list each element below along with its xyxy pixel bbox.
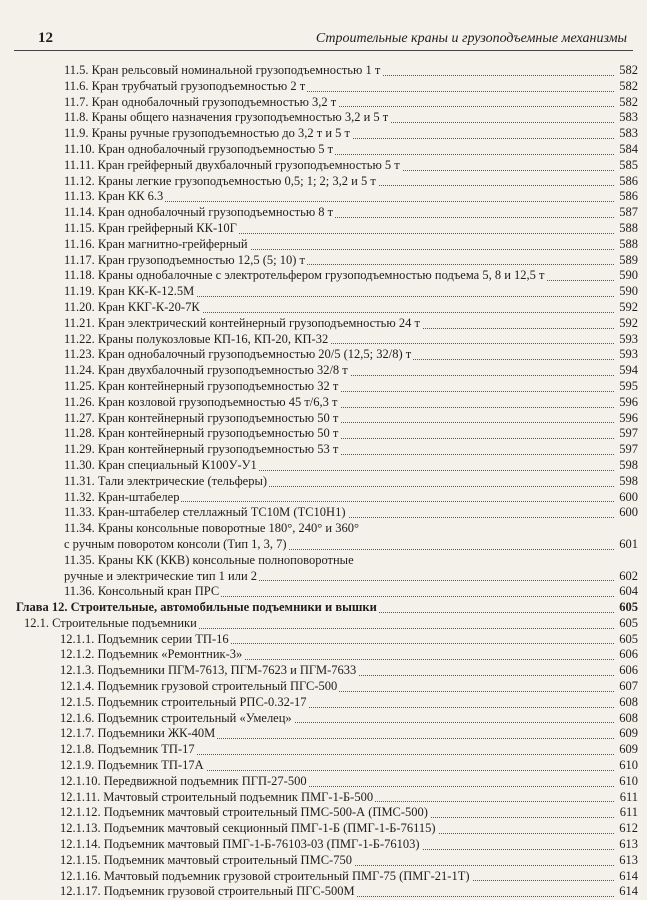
toc-entry-page: 611 xyxy=(617,805,638,821)
toc-entry xyxy=(16,632,638,648)
toc-entry-page: 588 xyxy=(616,221,638,237)
toc-entry xyxy=(16,347,638,363)
toc-entry xyxy=(16,237,638,253)
toc-entry-title: 12.1.9. Подъемник ТП-17А xyxy=(60,758,204,773)
toc-entry xyxy=(16,742,638,758)
toc-entry-page: 588 xyxy=(616,237,638,253)
toc-entry xyxy=(16,268,638,284)
toc-entry-title: 11.21. Кран электрический контейнерный грузоподъемностью 24 т xyxy=(64,315,420,330)
toc-entry-title: 11.32. Кран-штабелер xyxy=(64,489,180,504)
toc-entry-title: 11.34. Краны консольные поворотные 180°, 240° и 360° xyxy=(64,521,359,536)
toc-entry-page: 612 xyxy=(616,821,638,837)
toc-entry-title: 12.1.15. Подъемник мачтовый строительный ПМС-750 xyxy=(60,852,352,867)
toc-entry xyxy=(16,110,638,126)
toc-entry xyxy=(16,95,638,111)
toc-entry-title: 11.33. Кран-штабелер стеллажный ТС10М (ТС10Н1) xyxy=(64,505,346,520)
toc-entry-page: 582 xyxy=(616,79,638,95)
toc-entry-title: 12.1.10. Передвижной подъемник ПГП-27-500 xyxy=(60,773,307,788)
toc-entry xyxy=(16,284,638,300)
toc-entry-title: 11.5. Кран рельсовый номинальной грузоподъемностью 1 т xyxy=(64,63,381,77)
toc-entry-page: 608 xyxy=(616,711,638,727)
toc-entry-title: 11.20. Кран ККГ-К-20-7К xyxy=(64,299,200,314)
toc-entry-page: 602 xyxy=(616,569,638,585)
toc-entry-page: 590 xyxy=(616,284,638,300)
toc-entry-title: 11.11. Кран грейферный двухбалочный грузоподъемностью 5 т xyxy=(64,157,400,172)
toc-entry xyxy=(16,695,638,711)
toc-entry-title: 12.1.13. Подъемник мачтовый секционный ПМГ-1-Б (ПМГ-1-Б-76115) xyxy=(60,821,436,836)
toc-entry-title: 11.8. Краны общего назначения грузоподъемностью 3,2 и 5 т xyxy=(64,110,389,125)
toc-entry-title: 11.17. Кран грузоподъемностью 12,5 (5; 10) т xyxy=(64,252,305,267)
toc-entry-page: 606 xyxy=(616,663,638,679)
toc-entry xyxy=(16,521,638,553)
toc-entry-title: 12.1.14. Подъемник мачтовый ПМГ-1-Б-76103-03 (ПМГ-1-Б-76103) xyxy=(60,837,420,852)
toc-entry xyxy=(16,253,638,269)
toc-entry-page: 583 xyxy=(616,126,638,142)
toc-entry-title: 11.22. Краны полукозловые КП-16, КП-20, КП-32 xyxy=(64,331,329,346)
toc-entry-title: 12.1.12. Подъемник мачтовый строительный ПМС-500-А (ПМС-500) xyxy=(60,805,428,820)
running-title: Строительные краны и грузоподъемные механизмы xyxy=(315,31,627,46)
toc-entry-page: 611 xyxy=(617,790,638,806)
toc-entry xyxy=(16,316,638,332)
toc-entry xyxy=(16,837,638,853)
toc-entry-page: 610 xyxy=(616,758,638,774)
toc-entry xyxy=(16,174,638,190)
toc-entry-page: 598 xyxy=(616,458,638,474)
toc-entry xyxy=(16,490,638,506)
toc-entry-title: 11.26. Кран козловой грузоподъемностью 45 т/6,3 т xyxy=(64,394,338,409)
toc-entry-page: 592 xyxy=(616,300,638,316)
toc-entry-title-continued: ручные и электрические тип 1 или 2 xyxy=(64,568,258,583)
toc-entry-page: 601 xyxy=(616,537,638,553)
toc-entry xyxy=(16,379,638,395)
toc-entry-page: 614 xyxy=(616,884,638,900)
page-header xyxy=(14,24,633,51)
toc-entry xyxy=(16,189,638,205)
toc-entry-page: 593 xyxy=(616,332,638,348)
toc-entry xyxy=(16,869,638,885)
toc-entry-page: 582 xyxy=(616,63,638,79)
toc-entry-page: 585 xyxy=(616,158,638,174)
toc-entry xyxy=(16,679,638,695)
toc-entry xyxy=(16,853,638,869)
toc-entry-title: 12.1.7. Подъемники ЖК-40М xyxy=(60,726,216,741)
toc-entry xyxy=(16,426,638,442)
toc-entry xyxy=(16,600,638,616)
toc-entry-title: 11.35. Краны КК (ККВ) консольные полноповоротные xyxy=(64,552,354,567)
toc-entry xyxy=(16,884,638,900)
toc-entry-title: 12.1.17. Подъемник грузовой строительный ПГС-500М xyxy=(60,884,355,899)
toc-entry xyxy=(16,205,638,221)
toc-entry-title: 11.7. Кран однобалочный грузоподъемностью 3,2 т xyxy=(64,94,337,109)
toc-entry-title-continued: с ручным поворотом консоли (Тип 1, 3, 7) xyxy=(64,536,287,551)
toc-entry xyxy=(16,79,638,95)
toc-entry-title: 11.24. Кран двухбалочный грузоподъемностью 32/8 т xyxy=(64,363,348,378)
toc-entry xyxy=(16,458,638,474)
toc-entry-page: 596 xyxy=(616,395,638,411)
toc-entry-page: 613 xyxy=(616,837,638,853)
toc-entry-page: 609 xyxy=(616,742,638,758)
toc-entry-page: 593 xyxy=(616,347,638,363)
toc-entry-title: 11.27. Кран контейнерный грузоподъемностью 50 т xyxy=(64,410,339,425)
toc-entry xyxy=(16,505,638,521)
toc-entry xyxy=(16,332,638,348)
toc-entry-title: 12.1.3. Подъемники ПГМ-7613, ПГМ-7623 и ПГМ-7633 xyxy=(60,663,357,678)
toc-entry-title: 12.1.2. Подъемник «Ремонтник-3» xyxy=(60,647,243,662)
toc-entry-page: 607 xyxy=(616,679,638,695)
toc-entry-title: 11.16. Кран магнитно-грейферный xyxy=(64,236,248,251)
toc-entry-page: 583 xyxy=(616,110,638,126)
toc-entry-page: 614 xyxy=(616,869,638,885)
page-number: 12 xyxy=(38,30,53,46)
toc-entry-page: 596 xyxy=(616,411,638,427)
toc-entry-page: 584 xyxy=(616,142,638,158)
toc-entry-page: 582 xyxy=(616,95,638,111)
toc-entry xyxy=(16,300,638,316)
toc-entry xyxy=(16,142,638,158)
toc-entry-page: 586 xyxy=(616,189,638,205)
toc-entry-title: 11.30. Кран специальный К100У-У1 xyxy=(64,457,257,472)
toc-entry xyxy=(16,663,638,679)
toc-entry-page: 600 xyxy=(616,505,638,521)
toc-entry-title: 11.12. Краны легкие грузоподъемностью 0,5; 1; 2; 3,2 и 5 т xyxy=(64,173,376,188)
toc-entry xyxy=(16,790,638,806)
toc-entry xyxy=(16,774,638,790)
toc-entry xyxy=(16,395,638,411)
toc-entry xyxy=(16,616,638,632)
toc-entry-title: 11.10. Кран однобалочный грузоподъемностью 5 т xyxy=(64,141,334,156)
toc-entry-title: 11.13. Кран КК 6.3 xyxy=(64,189,164,204)
toc-entry-title: 12.1.4. Подъемник грузовой строительный ПГС-500 xyxy=(60,679,338,694)
toc-entry xyxy=(16,758,638,774)
table-of-contents xyxy=(16,63,638,900)
toc-entry-page: 605 xyxy=(616,600,638,616)
toc-entry-title: 11.18. Краны однобалочные с электротельфером грузоподъемностью подъема 5, 8 и 12,5 т xyxy=(64,268,545,283)
toc-entry xyxy=(16,821,638,837)
toc-entry-page: 609 xyxy=(616,726,638,742)
toc-entry xyxy=(16,647,638,663)
toc-entry-title: 12.1.11. Мачтовый строительный подъемник ПМГ-1-Б-500 xyxy=(60,789,374,804)
toc-entry-page: 597 xyxy=(616,442,638,458)
toc-entry xyxy=(16,726,638,742)
toc-entry-title: 11.28. Кран контейнерный грузоподъемностью 50 т xyxy=(64,426,339,441)
toc-entry-page: 586 xyxy=(616,174,638,190)
toc-entry-page: 595 xyxy=(616,379,638,395)
toc-entry-page: 605 xyxy=(616,632,638,648)
toc-entry-page: 592 xyxy=(616,316,638,332)
toc-entry-page: 604 xyxy=(616,584,638,600)
toc-entry xyxy=(16,805,638,821)
toc-entry-title: 12.1.16. Мачтовый подъемник грузовой строительный ПМГ-75 (ПМГ-21-1Т) xyxy=(60,868,470,883)
toc-entry-page: 600 xyxy=(616,490,638,506)
toc-entry xyxy=(16,363,638,379)
toc-entry-title: 12.1.5. Подъемник строительный РПС-0.32-17 xyxy=(60,694,307,709)
toc-entry-title: 11.29. Кран контейнерный грузоподъемностью 53 т xyxy=(64,442,339,457)
toc-entry xyxy=(16,711,638,727)
toc-entry xyxy=(16,584,638,600)
toc-entry-title: 12.1. Строительные подъемники xyxy=(24,615,197,630)
toc-entry-title: 11.25. Кран контейнерный грузоподъемностью 32 т xyxy=(64,378,339,393)
toc-entry xyxy=(16,221,638,237)
toc-entry xyxy=(16,126,638,142)
toc-entry-title: 12.1.1. Подъемник серии ТП-16 xyxy=(60,631,229,646)
toc-entry-page: 594 xyxy=(616,363,638,379)
toc-entry-title: 11.9. Краны ручные грузоподъемностью до 3,2 т и 5 т xyxy=(64,126,350,141)
toc-entry xyxy=(16,553,638,585)
toc-entry-page: 606 xyxy=(616,647,638,663)
toc-entry xyxy=(16,158,638,174)
toc-entry-page: 590 xyxy=(616,268,638,284)
toc-entry-title: 11.14. Кран однобалочный грузоподъемностью 8 т xyxy=(64,205,334,220)
toc-entry-page: 598 xyxy=(616,474,638,490)
toc-entry-title: 11.6. Кран трубчатый грузоподъемностью 2 т xyxy=(64,78,306,93)
toc-entry xyxy=(16,63,638,79)
toc-entry-page: 613 xyxy=(616,853,638,869)
toc-entry-title: 12.1.8. Подъемник ТП-17 xyxy=(60,742,195,757)
toc-entry-page: 587 xyxy=(616,205,638,221)
toc-entry-page: 610 xyxy=(616,774,638,790)
toc-entry-page: 589 xyxy=(616,253,638,269)
toc-entry-page: 597 xyxy=(616,426,638,442)
toc-entry-page: 605 xyxy=(616,616,638,632)
toc-entry-title: 11.19. Кран КК-К-12.5М xyxy=(64,284,195,299)
toc-entry-title: 11.15. Кран грейферный КК-10Г xyxy=(64,220,237,235)
toc-entry-title: 11.36. Консольный кран ПРС xyxy=(64,584,220,599)
toc-entry-title: 12.1.6. Подъемник строительный «Умелец» xyxy=(60,710,292,725)
toc-entry xyxy=(16,411,638,427)
toc-entry-title: Глава 12. Строительные, автомобильные подъемники и вышки xyxy=(16,600,377,615)
toc-entry-title: 11.31. Тали электрические (тельферы) xyxy=(64,473,268,488)
toc-entry xyxy=(16,442,638,458)
toc-entry-page: 608 xyxy=(616,695,638,711)
toc-entry-title: 11.23. Кран однобалочный грузоподъемностью 20/5 (12,5; 32/8) т xyxy=(64,347,412,362)
toc-entry xyxy=(16,474,638,490)
